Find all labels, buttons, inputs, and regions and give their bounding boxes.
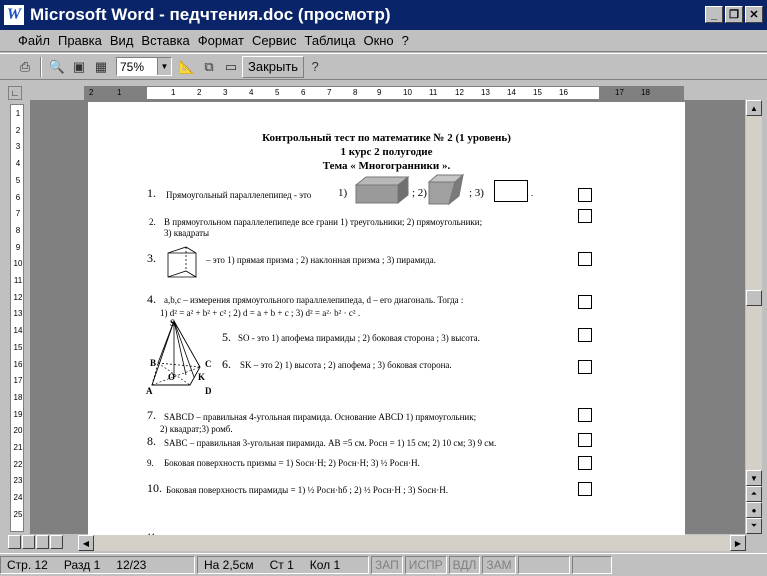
status-rec[interactable]: ЗАП xyxy=(371,556,403,574)
status-section: Разд 1 xyxy=(63,558,101,572)
ruler-label: 2 xyxy=(89,88,94,97)
minimize-button[interactable]: _ xyxy=(705,6,723,23)
print-icon: ⎙ xyxy=(19,58,31,74)
ruler-label: 4 xyxy=(249,88,254,97)
question-text: 3) квадраты xyxy=(164,228,210,238)
ruler-label: 21 xyxy=(13,443,23,452)
status-location xyxy=(0,556,195,574)
ruler-label: 18 xyxy=(13,392,23,402)
answer-checkbox[interactable] xyxy=(578,433,592,447)
menu-tools[interactable]: Сервис xyxy=(251,33,297,48)
question-number: 8. xyxy=(147,434,156,448)
question-number: 7. xyxy=(147,408,156,422)
scroll-thumb[interactable] xyxy=(746,290,762,306)
select-browse-object-button[interactable] xyxy=(746,502,762,518)
magnifier-button[interactable] xyxy=(46,56,68,78)
ruler-label: 3 xyxy=(223,88,228,97)
outline-view-button[interactable] xyxy=(50,535,63,549)
ruler-label: 16 xyxy=(13,359,23,369)
scroll-up-button[interactable] xyxy=(746,100,762,116)
status-at: На 2,5см xyxy=(204,558,254,572)
window-title: Microsoft Word - педчтения.doc (просмотр) xyxy=(30,5,391,24)
arrow-left-icon: ◀ xyxy=(82,538,90,548)
ruler-label: 7 xyxy=(327,88,332,97)
vertex-label: K xyxy=(198,372,206,382)
next-page-button[interactable] xyxy=(746,518,762,534)
prism-shape xyxy=(164,243,200,281)
ruler-label: 6 xyxy=(301,88,306,97)
close-preview-button[interactable]: Закрыть xyxy=(242,56,304,78)
answer-checkbox[interactable] xyxy=(578,360,592,374)
status-ovr[interactable]: ЗАМ xyxy=(482,556,515,574)
status-ext[interactable]: ВДЛ xyxy=(449,556,481,574)
horizontal-scrollbar[interactable] xyxy=(78,535,746,551)
option-label: ; 2) xyxy=(412,187,427,199)
menu-help[interactable]: ? xyxy=(401,33,409,48)
answer-checkbox[interactable] xyxy=(578,456,592,470)
arrow-up-icon: ▲ xyxy=(750,103,758,113)
answer-checkbox[interactable] xyxy=(578,295,592,309)
status-trk[interactable]: ИСПР xyxy=(405,556,447,574)
toolbar-separator xyxy=(40,57,42,77)
ruler-label: 9 xyxy=(377,88,382,97)
shrink-to-fit-icon: ⧉ xyxy=(204,58,214,74)
box-shape-1 xyxy=(354,175,410,205)
zoom-select[interactable] xyxy=(116,57,172,76)
vertex-label: B xyxy=(150,358,157,368)
status-language xyxy=(518,556,570,574)
double-arrow-up-icon: ⏶ xyxy=(750,489,758,498)
print-preview-toolbar xyxy=(0,53,767,80)
menu-insert[interactable]: Вставка xyxy=(141,33,190,48)
ruler-label: 2 xyxy=(15,125,21,135)
ruler-label: 24 xyxy=(13,493,23,503)
question-text: Прямоугольный параллелепипед - это xyxy=(166,190,312,200)
view-ruler-button[interactable] xyxy=(176,56,198,78)
status-pages: 12/23 xyxy=(116,558,147,572)
ruler-label: 17 xyxy=(13,376,23,386)
double-arrow-down-icon: ⏷ xyxy=(750,521,758,530)
answer-checkbox[interactable] xyxy=(578,482,592,496)
menu-table[interactable]: Таблица xyxy=(304,33,356,48)
scroll-left-button[interactable] xyxy=(78,535,94,551)
ruler-label: 20 xyxy=(13,426,23,436)
ruler-label: 1 xyxy=(117,88,122,97)
course-line: 1 курс 2 полугодие xyxy=(340,146,433,158)
zoom-dropdown-icon[interactable]: ▼ xyxy=(157,58,171,75)
ruler-label: 13 xyxy=(481,88,490,97)
arrow-down-icon: ▼ xyxy=(750,473,758,483)
question-number: 10. xyxy=(147,481,162,495)
close-button[interactable]: ✕ xyxy=(745,6,763,23)
ruler-label: 22 xyxy=(13,459,23,469)
question-number: 6. xyxy=(222,357,231,371)
ruler-icon: 📐 xyxy=(178,58,196,74)
ruler-label: 23 xyxy=(13,476,23,486)
context-help-button[interactable] xyxy=(304,56,326,78)
vertex-label: S xyxy=(170,318,176,328)
page-title: Контрольный тест по математике № 2 (1 уровень) xyxy=(262,132,511,144)
topic-line: Тема « Многогранники ». xyxy=(322,160,451,172)
dot-icon: ● xyxy=(751,505,757,515)
question-text: SABC – правильная 3-угольная пирамида. AB =5 см. Pосн = 1) 15 см; 2) 10 см; 3) 9 см. xyxy=(164,438,497,448)
magnifier-icon: 🔍 xyxy=(48,58,66,74)
horizontal-ruler[interactable] xyxy=(84,86,684,100)
menu-bar xyxy=(0,30,767,52)
document-canvas xyxy=(30,100,745,534)
vertex-label: O xyxy=(168,372,176,382)
question-text: SK – это 2) 1) высота ; 2) апофема ; 3) боковая сторона. xyxy=(240,360,452,370)
question-text: SO - это 1) апофема пирамиды ; 2) боковая сторона ; 3) высота. xyxy=(238,333,480,343)
full-screen-button[interactable] xyxy=(220,56,242,78)
word-app-icon[interactable]: W xyxy=(4,5,24,25)
ruler-left-margin xyxy=(85,87,147,99)
question-text: 1) d² = a² + b² + c² ; 2) d = a + b + c ; 3) d² = a²· b² · c² . xyxy=(160,308,361,318)
ruler-label: 12 xyxy=(13,292,23,302)
answer-checkbox[interactable] xyxy=(578,252,592,266)
vertex-label: A xyxy=(146,386,153,396)
ruler-label: 7 xyxy=(15,209,21,219)
status-bar xyxy=(0,553,767,576)
ruler-label: 13 xyxy=(13,309,23,319)
ruler-label: 8 xyxy=(353,88,358,97)
document-page xyxy=(88,102,685,542)
vertical-ruler[interactable] xyxy=(10,104,24,532)
menu-edit[interactable]: Правка xyxy=(57,33,102,48)
question-text: Боковая поверхность пирамиды = 1) ½ Pосн·hб ; 2) ½ Pосн·H ; 3) Sосн·H. xyxy=(166,485,448,495)
ruler-label: 18 xyxy=(641,88,650,97)
menu-format[interactable]: Формат xyxy=(197,33,244,48)
option-label: ; 3) xyxy=(469,187,484,199)
question-text: SABCD – правильная 4-угольная пирамида. Основание ABCD 1) прямоугольник; xyxy=(164,412,477,422)
question-text: – это 1) прямая призма ; 2) наклонная призма ; 3) пирамида. xyxy=(206,255,436,265)
help-icon: ? xyxy=(311,59,319,74)
status-spelling xyxy=(572,556,612,574)
one-page-button[interactable] xyxy=(68,56,90,78)
previous-page-button[interactable] xyxy=(746,486,762,502)
ruler-label: 11 xyxy=(13,276,23,285)
ruler-label: 8 xyxy=(15,225,21,235)
ruler-label: 1 xyxy=(15,109,21,118)
ruler-label: 25 xyxy=(13,509,23,519)
status-page: Стр. 12 xyxy=(7,558,48,572)
print-layout-view-button[interactable] xyxy=(36,535,49,549)
ruler-label: 9 xyxy=(15,242,21,252)
question-text: 2) квадрат;3) ромб. xyxy=(160,424,233,434)
full-screen-icon: ▭ xyxy=(224,58,238,74)
ruler-label: 4 xyxy=(15,159,21,169)
multiple-pages-icon: ▦ xyxy=(94,58,108,74)
question-text: В прямоугольном параллелепипеде все грани 1) треугольники; 2) прямоугольники; xyxy=(164,217,483,227)
horizontal-scroll-row xyxy=(0,535,767,551)
menu-file[interactable]: Файл xyxy=(18,33,50,48)
vertex-label: D xyxy=(205,386,212,396)
tab-selector-icon: ∟ xyxy=(10,88,20,98)
print-button[interactable] xyxy=(14,56,36,78)
question-number: 5. xyxy=(222,330,231,344)
tab-selector[interactable] xyxy=(8,86,22,100)
status-col: Кол 1 xyxy=(309,558,341,572)
question-number: 2. xyxy=(149,217,156,227)
ruler-label: 14 xyxy=(13,326,23,336)
ruler-label: 5 xyxy=(275,88,280,97)
shrink-to-fit-button[interactable] xyxy=(198,56,220,78)
ruler-label: 16 xyxy=(559,88,568,97)
answer-checkbox[interactable] xyxy=(578,188,592,202)
ruler-label: 10 xyxy=(403,88,412,97)
question-number: 1. xyxy=(147,186,156,200)
option-label: 1) xyxy=(338,187,348,199)
title-bar xyxy=(0,0,767,30)
ruler-label: 15 xyxy=(533,88,542,97)
answer-checkbox[interactable] xyxy=(578,209,592,223)
ruler-label: 17 xyxy=(615,88,624,97)
ruler-label: 14 xyxy=(507,88,516,97)
box-shape-2 xyxy=(427,174,465,206)
web-layout-view-button[interactable] xyxy=(22,535,35,549)
normal-view-button[interactable] xyxy=(8,535,21,549)
ruler-label: 3 xyxy=(15,142,21,152)
ruler-label: 1 xyxy=(171,88,176,97)
arrow-right-icon: ▶ xyxy=(734,538,742,548)
status-line: Ст 1 xyxy=(269,558,294,572)
ruler-label: 2 xyxy=(197,88,202,97)
restore-button[interactable]: ❐ xyxy=(725,6,743,23)
vertex-label: C xyxy=(205,359,212,369)
question-text: a,b,c – измерения прямоугольного параллелепипеда, d – его диагональ. Тогда : xyxy=(164,295,464,305)
answer-checkbox[interactable] xyxy=(578,328,592,342)
question-number: 4. xyxy=(147,292,156,306)
period: . xyxy=(531,188,534,198)
zoom-value: 75% xyxy=(120,59,145,74)
menu-view[interactable]: Вид xyxy=(109,33,134,48)
menu-window[interactable]: Окно xyxy=(363,33,394,48)
ruler-label: 11 xyxy=(429,88,438,97)
ruler-label: 10 xyxy=(13,259,23,269)
ruler-label: 15 xyxy=(13,342,23,352)
one-page-icon: ▣ xyxy=(72,58,86,74)
ruler-label: 6 xyxy=(15,192,21,202)
ruler-label: 12 xyxy=(455,88,464,97)
ruler-label: 5 xyxy=(15,175,21,185)
status-position xyxy=(197,556,369,574)
vertical-scrollbar[interactable] xyxy=(746,100,762,534)
answer-checkbox[interactable] xyxy=(578,408,592,422)
ruler-label: 19 xyxy=(13,409,23,419)
question-number: 3. xyxy=(147,251,156,265)
scroll-down-button[interactable] xyxy=(746,470,762,486)
question-text: Боковая поверхность призмы = 1) Sосн·H; 2) Pосн·H; 3) ½ Pосн·H. xyxy=(164,458,420,468)
question-number: 9. xyxy=(147,458,154,468)
rectangle-shape xyxy=(494,180,528,202)
scroll-right-button[interactable] xyxy=(730,535,746,551)
multiple-pages-button[interactable] xyxy=(90,56,112,78)
